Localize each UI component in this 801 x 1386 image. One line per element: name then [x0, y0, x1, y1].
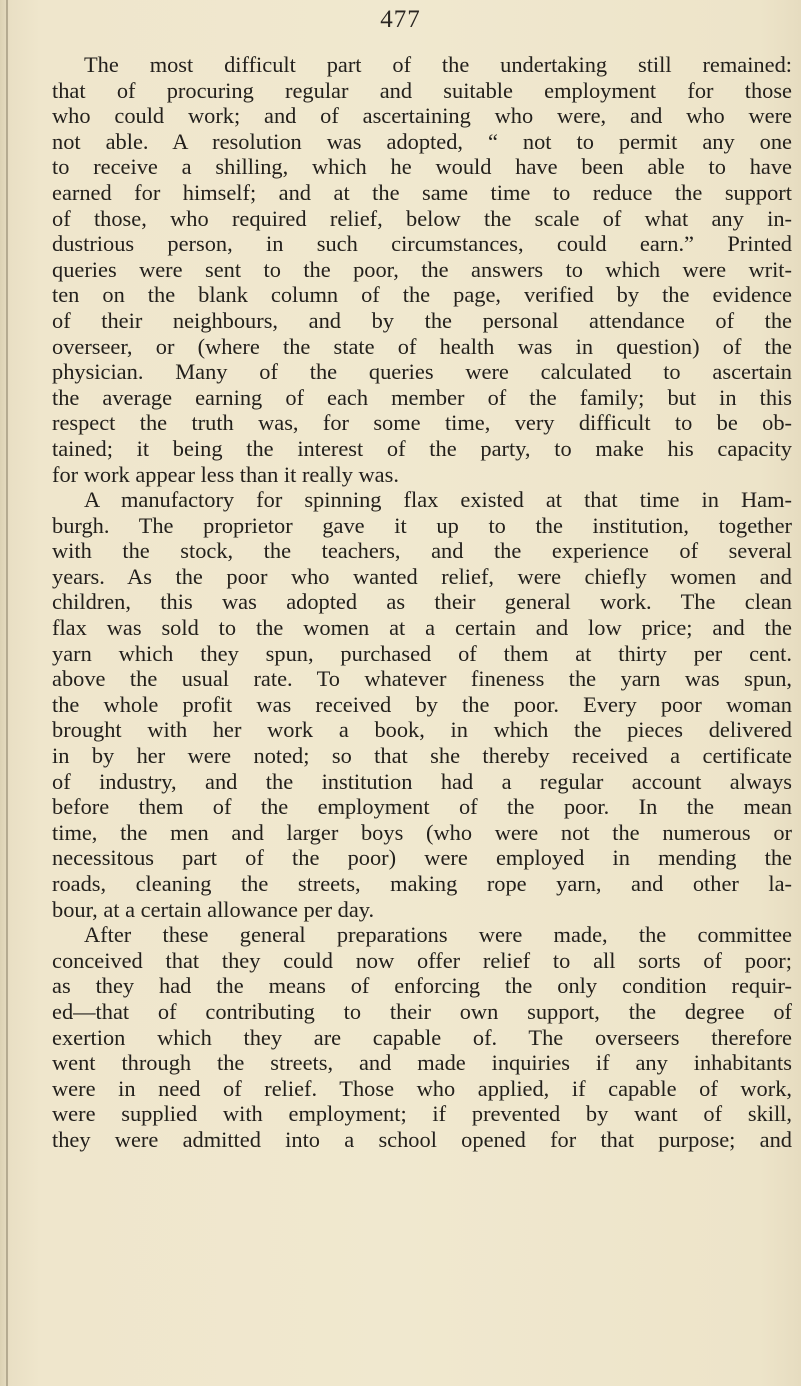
text-line: for work appear less than it really was.	[52, 461, 399, 487]
text-line: tained; it being the interest of the party, to make his capacity	[52, 435, 792, 461]
text-line: burgh. The proprietor gave it up to the institution, together	[52, 512, 792, 538]
text-line: of their neighbours, and by the personal attendance of the	[52, 307, 792, 333]
text-line: earned for himself; and at the same time to reduce the support	[52, 179, 792, 205]
text-line: brought with her work a book, in which the pieces delivered	[52, 717, 792, 743]
text-line: bour, at a certain allowance per day.	[52, 896, 375, 922]
text-line: overseer, or (where the state of health was in question) of the	[52, 333, 792, 359]
text-line: dustrious person, in such circumstances, could earn.” Printed	[52, 231, 792, 257]
text-line: queries were sent to the poor, the answers to which were writ-	[52, 256, 792, 282]
page-number: 477	[380, 6, 421, 33]
text-line: of those, who required relief, below the scale of what any in-	[52, 205, 792, 231]
paragraph-3	[52, 922, 792, 1152]
text-line: the average earning of each member of the family; but in this	[52, 384, 792, 410]
text-line: ed—that of contributing to their own support, the degree of	[52, 998, 792, 1024]
text-line: they were admitted into a school opened for that purpose; and	[52, 1126, 792, 1152]
text-line: in by her were noted; so that she thereby received a certificate	[52, 743, 792, 769]
page-gutter-edge	[6, 0, 8, 1386]
text-line: years. As the poor who wanted relief, were chiefly women and	[52, 563, 792, 589]
text-line: exertion which they are capable of. The overseers therefore	[52, 1024, 792, 1050]
text-line: conceived that they could now offer relief to all sorts of poor;	[52, 947, 792, 973]
body-text	[52, 52, 792, 1153]
text-line: A manufactory for spinning flax existed at that time in Ham-	[84, 487, 792, 513]
text-line: not able. A resolution was adopted, “ not to permit any one	[52, 128, 792, 154]
text-line: went through the streets, and made inquiries if any inhabitants	[52, 1050, 792, 1076]
text-line: with the stock, the teachers, and the experience of several	[52, 538, 792, 564]
text-line: of industry, and the institution had a regular account always	[52, 768, 792, 794]
text-line: flax was sold to the women at a certain and low price; and the	[52, 615, 792, 641]
text-line: necessitous part of the poor) were employed in mending the	[52, 845, 792, 871]
text-line: After these general preparations were made, the committee	[84, 922, 792, 948]
text-line: ten on the blank column of the page, verified by the evidence	[52, 282, 792, 308]
text-line: who could work; and of ascertaining who were, and who were	[52, 103, 792, 129]
text-line: the whole profit was received by the poor. Every poor woman	[52, 691, 792, 717]
text-line: that of procuring regular and suitable employment for those	[52, 77, 792, 103]
text-line: were supplied with employment; if prevented by want of skill,	[52, 1101, 792, 1127]
text-line: before them of the employment of the poor. In the mean	[52, 794, 792, 820]
text-line: physician. Many of the queries were calculated to ascertain	[52, 359, 792, 385]
text-line: as they had the means of enforcing the only condition requir-	[52, 973, 792, 999]
text-line: time, the men and larger boys (who were not the numerous or	[52, 819, 792, 845]
text-line: roads, cleaning the streets, making rope yarn, and other la-	[52, 871, 792, 896]
text-line: yarn which they spun, purchased of them at thirty per cent.	[52, 640, 792, 666]
paragraph-2	[52, 487, 792, 922]
text-line: were in need of relief. Those who applied, if capable of work,	[52, 1075, 792, 1101]
text-line: above the usual rate. To whatever fineness the yarn was spun,	[52, 666, 792, 692]
text-line: respect the truth was, for some time, very difficult to be ob-	[52, 410, 792, 436]
text-line: to receive a shilling, which he would have been able to have	[52, 154, 792, 180]
paragraph-1	[52, 52, 792, 487]
text-line: children, this was adopted as their general work. The clean	[52, 589, 792, 615]
text-line: The most difficult part of the undertaking still remained:	[84, 52, 792, 77]
